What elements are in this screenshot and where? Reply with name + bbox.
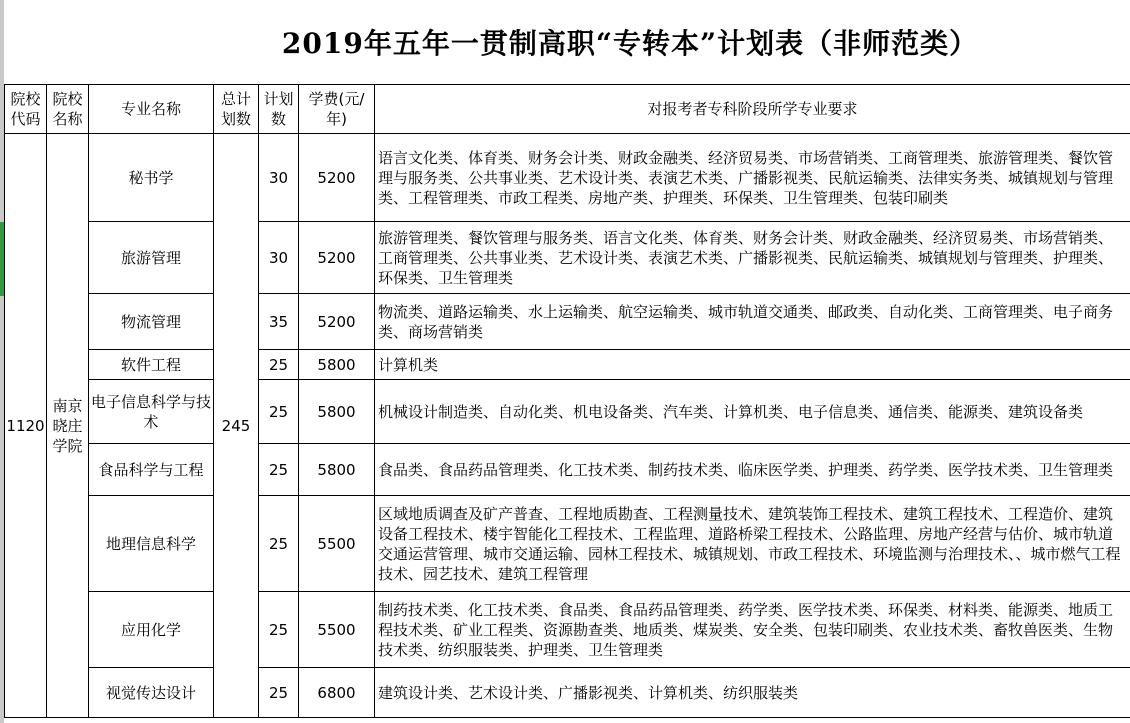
table-row (5, 496, 1130, 592)
header-total-plan: 总计划数 (214, 85, 259, 134)
plan-cell: 35 (259, 294, 299, 350)
major-cell: 软件工程 (89, 350, 214, 380)
requirements-cell: 机械设计制造类、自动化类、机电设备类、汽车类、计算机类、电子信息类、通信类、能源类、建筑设备类 (375, 380, 1130, 444)
major-cell: 食品科学与工程 (89, 444, 214, 496)
tuition-cell: 5200 (299, 294, 375, 350)
requirements-cell: 建筑设计类、艺术设计类、广播影视类、计算机类、纺织服装类 (375, 668, 1130, 718)
table-row (5, 668, 1130, 718)
tuition-cell: 5200 (299, 222, 375, 294)
table-row (5, 134, 1130, 222)
major-cell: 电子信息科学与技术 (89, 380, 214, 444)
plan-cell: 30 (259, 134, 299, 222)
school-name-cell: 南京晓庄学院 (47, 134, 89, 718)
requirements-cell: 语言文化类、体育类、财务会计类、财政金融类、经济贸易类、市场营销类、工商管理类、旅游管理类、餐饮管理与服务类、公共事业类、艺术设计类、表演艺术类、广播影视类、民航运输类、法律实务类、城镇规划与管理类、工程管理类、市政工程类、房地产类、护理类、环保类、卫生管理类、包装印刷类 (375, 134, 1130, 222)
plan-cell: 25 (259, 350, 299, 380)
plan-cell: 25 (259, 668, 299, 718)
header-school-code: 院校代码 (5, 85, 47, 134)
tuition-cell: 6800 (299, 668, 375, 718)
tuition-cell: 5800 (299, 350, 375, 380)
plan-table (4, 84, 1130, 718)
requirements-cell: 计算机类 (375, 350, 1130, 380)
header-school-name: 院校名称 (47, 85, 89, 134)
major-cell: 应用化学 (89, 592, 214, 668)
page-title: 2019年五年一贯制高职“专转本”计划表（非师范类） (281, 27, 979, 60)
header-tuition: 学费(元/年) (299, 85, 375, 134)
plan-cell: 25 (259, 380, 299, 444)
major-cell: 旅游管理 (89, 222, 214, 294)
major-cell: 物流管理 (89, 294, 214, 350)
table-header-row (5, 85, 1130, 134)
total-plan-cell: 245 (214, 134, 259, 718)
header-major: 专业名称 (89, 85, 214, 134)
table-row (5, 294, 1130, 350)
tuition-cell: 5500 (299, 592, 375, 668)
tuition-cell: 5800 (299, 380, 375, 444)
tuition-cell: 5800 (299, 444, 375, 496)
table-row (5, 592, 1130, 668)
tuition-cell: 5500 (299, 496, 375, 592)
header-plan: 计划数 (259, 85, 299, 134)
major-cell: 视觉传达设计 (89, 668, 214, 718)
school-code-cell: 1120 (5, 134, 47, 718)
table-row (5, 222, 1130, 294)
major-cell: 秘书学 (89, 134, 214, 222)
requirements-cell: 旅游管理类、餐饮管理与服务类、语言文化类、体育类、财务会计类、财政金融类、经济贸易类、市场营销类、工商管理类、公共事业类、艺术设计类、表演艺术类、广播影视类、民航运输类、城镇规划与管理类、护理类、环保类、卫生管理类 (375, 222, 1130, 294)
table-row (5, 380, 1130, 444)
plan-cell: 30 (259, 222, 299, 294)
header-requirements: 对报考者专科阶段所学专业要求 (375, 85, 1130, 134)
requirements-cell: 物流类、道路运输类、水上运输类、航空运输类、城市轨道交通类、邮政类、自动化类、工商管理类、电子商务类、商场营销类 (375, 294, 1130, 350)
plan-cell: 25 (259, 496, 299, 592)
plan-cell: 25 (259, 592, 299, 668)
requirements-cell: 制药技术类、化工技术类、食品类、食品药品管理类、药学类、医学技术类、环保类、材料类、能源类、地质工程技术类、矿业工程类、资源勘查类、地质类、煤炭类、安全类、包装印刷类、农业技术类、畜牧兽医类、生物技术类、纺织服装类、护理类、卫生管理类 (375, 592, 1130, 668)
requirements-cell: 食品类、食品药品管理类、化工技术类、制药技术类、临床医学类、护理类、药学类、医学技术类、卫生管理类 (375, 444, 1130, 496)
major-cell: 地理信息科学 (89, 496, 214, 592)
table-row (5, 350, 1130, 380)
tuition-cell: 5200 (299, 134, 375, 222)
plan-cell: 25 (259, 444, 299, 496)
table-row (5, 444, 1130, 496)
requirements-cell: 区域地质调查及矿产普查、工程地质勘查、工程测量技术、建筑装饰工程技术、建筑工程技术、工程造价、建筑设备工程技术、楼宇智能化工程技术、工程监理、道路桥梁工程技术、公路监理、房地产经营与估价、城市轨道交通运营管理、城市交通运输、园林工程技术、城镇规划、市政工程技术、环境监测与治理技术、、城市燃气工程技术、园艺技术、建筑工程管理 (375, 496, 1130, 592)
